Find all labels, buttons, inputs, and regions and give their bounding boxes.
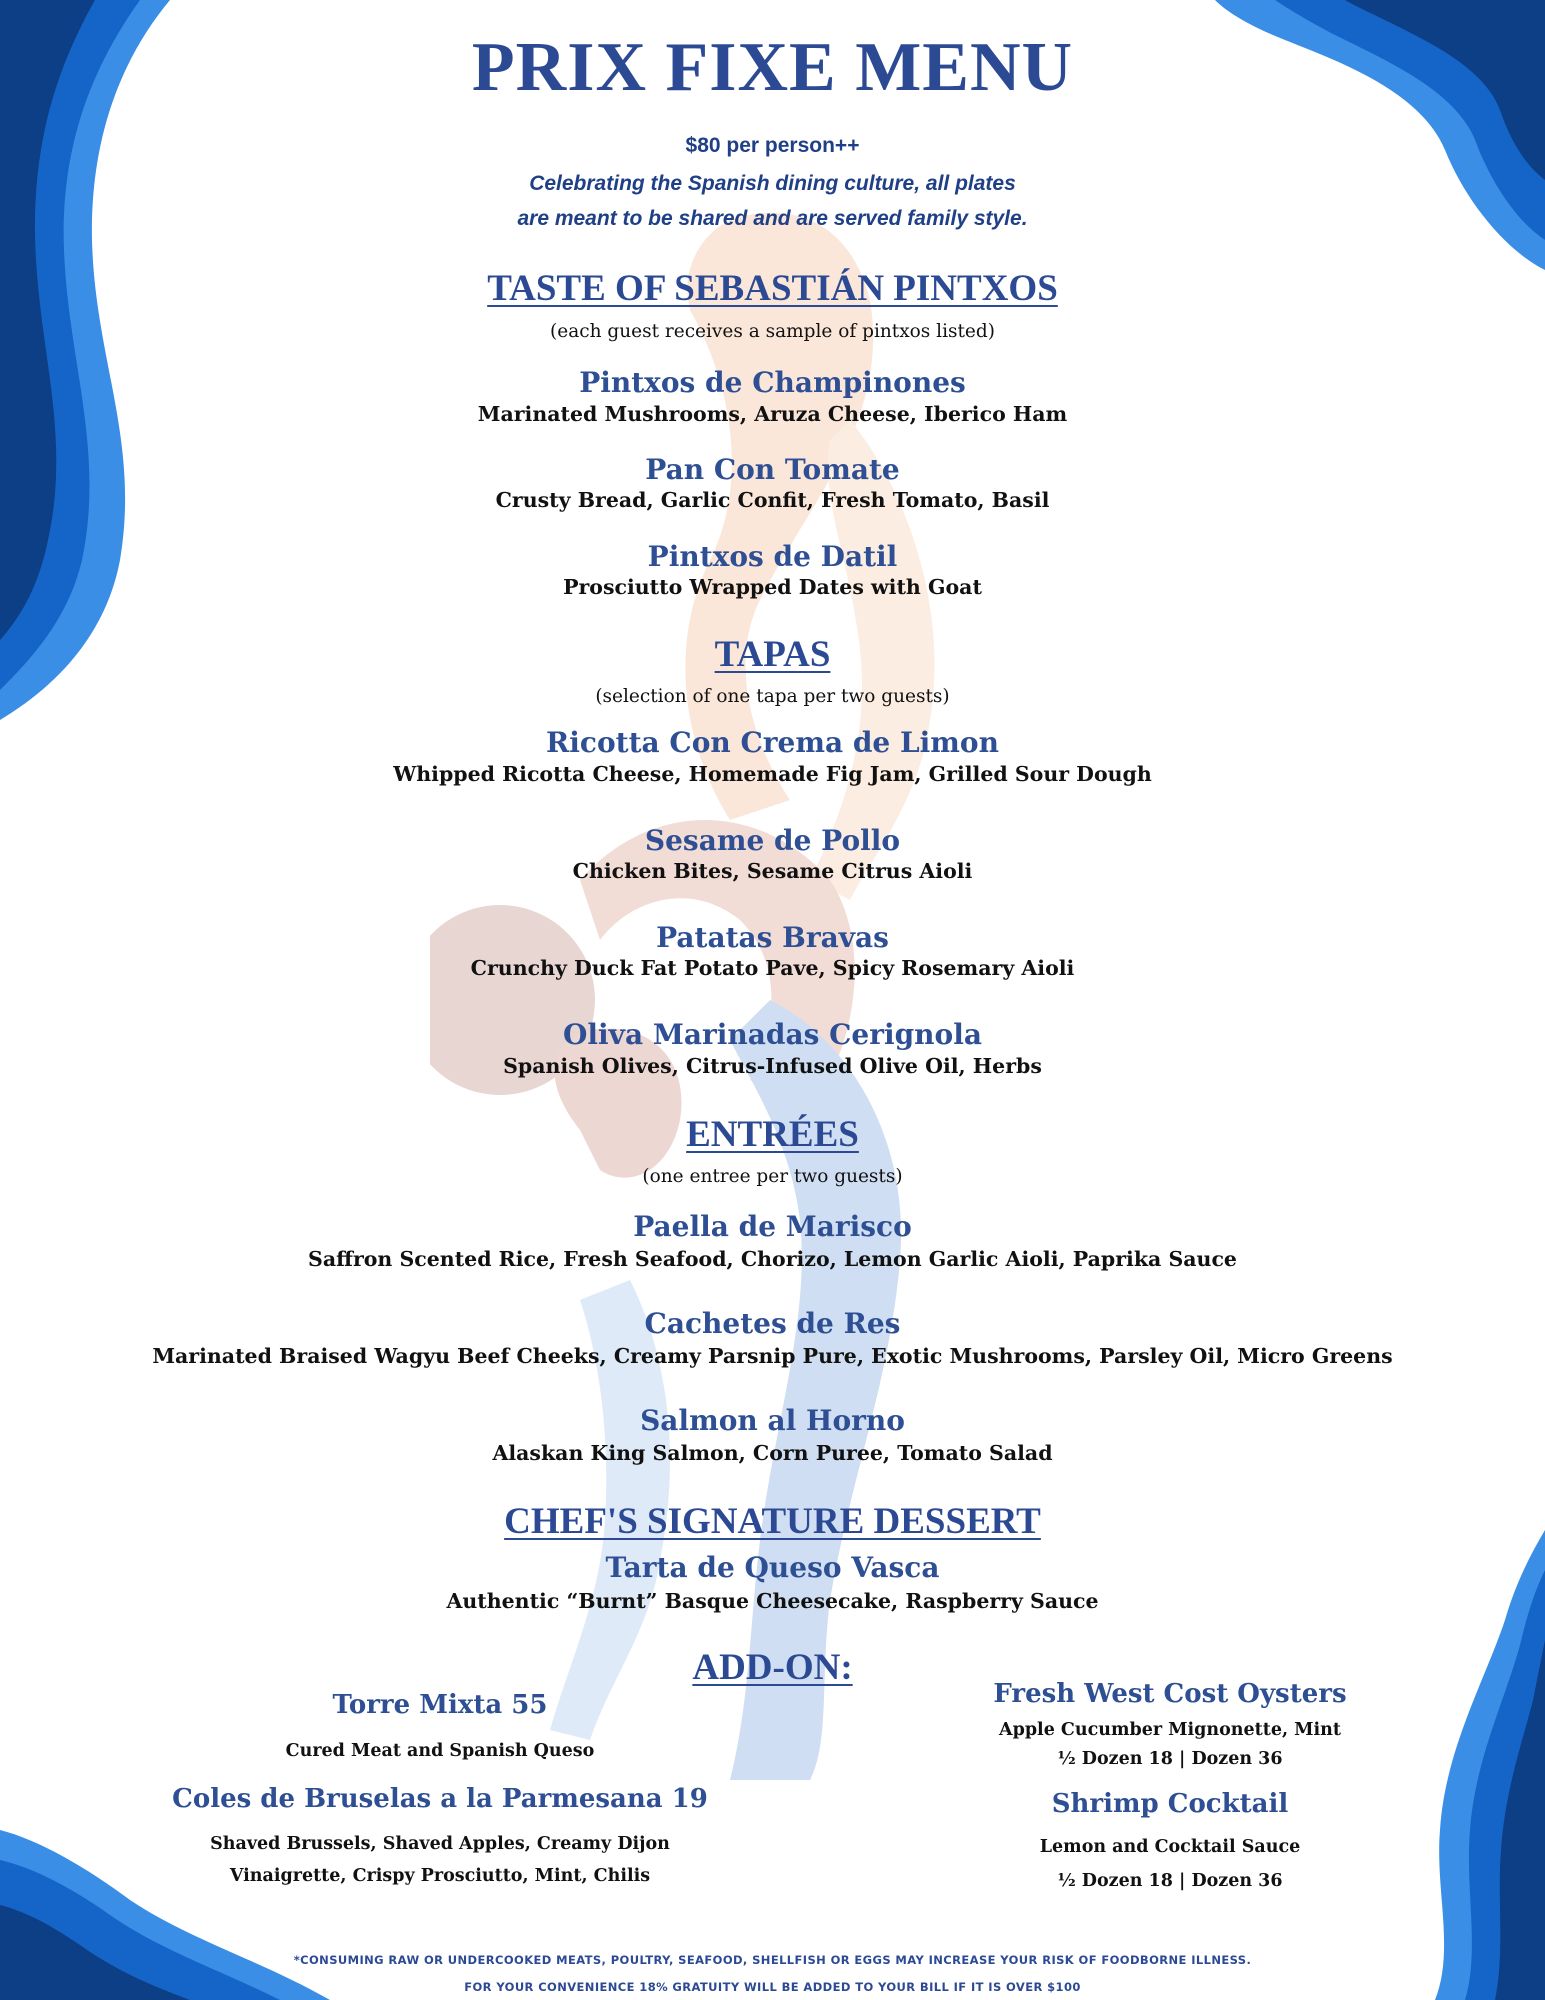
addon-price: ½ Dozen 18 | Dozen 36 (1057, 1749, 1283, 1769)
addon-name: Shrimp Cocktail (1051, 1789, 1289, 1819)
dish-description: Saffron Scented Rice, Fresh Seafood, Chorizo, Lemon Garlic Aioli, Paprika Sauce (308, 1247, 1237, 1271)
dish-name: Sesame de Pollo (644, 824, 901, 857)
gratuity-notice: FOR YOUR CONVENIENCE 18% GRATUITY WILL BE ADDED TO YOUR BILL IF IT IS OVER $100 (464, 1980, 1081, 1994)
dish-name: Paella de Marisco (633, 1210, 912, 1243)
dish-name: Pintxos de Datil (647, 540, 898, 573)
addon-description: Cured Meat and Spanish Queso (285, 1741, 595, 1761)
pintxos-note: (each guest receives a sample of pintxos listed) (550, 321, 995, 342)
addon-description: Lemon and Cocktail Sauce (1039, 1837, 1301, 1857)
tagline-line-1: Celebrating the Spanish dining culture, all plates (529, 172, 1016, 195)
menu-title: PRIX FIXE MENU (471, 29, 1074, 106)
tagline-line-2: are meant to be shared and are served family style. (517, 207, 1028, 230)
dish-description: Alaskan King Salmon, Corn Puree, Tomato Salad (492, 1441, 1053, 1465)
tapas-note: (selection of one tapa per two guests) (595, 686, 950, 707)
dish-description: Prosciutto Wrapped Dates with Goat (563, 575, 982, 599)
addon-description: Vinaigrette, Crispy Prosciutto, Mint, Chilis (229, 1866, 651, 1886)
dish-description: Whipped Ricotta Cheese, Homemade Fig Jam, Grilled Sour Dough (393, 762, 1152, 786)
food-safety-warning: *CONSUMING RAW OR UNDERCOOKED MEATS, POULTRY, SEAFOOD, SHELLFISH OR EGGS MAY INCREASE YOUR RISK OF FOODBORNE ILLNESS. (293, 1953, 1252, 1967)
dish-name: Pan Con Tomate (645, 453, 900, 486)
section-heading-pintxos: TASTE OF SEBASTIÁN PINTXOS (487, 268, 1058, 309)
addon-name: Coles de Bruselas a la Parmesana 19 (172, 1784, 708, 1814)
entrees-note: (one entree per two guests) (642, 1166, 903, 1187)
dish-description: Marinated Mushrooms, Aruza Cheese, Iberico Ham (477, 402, 1068, 426)
addon-name: Fresh West Cost Oysters (993, 1679, 1347, 1709)
addon-price: ½ Dozen 18 | Dozen 36 (1057, 1871, 1283, 1891)
dish-name: Ricotta Con Crema de Limon (546, 726, 999, 759)
dish-name: Cachetes de Res (644, 1307, 901, 1340)
dish-name: Pintxos de Champinones (579, 366, 966, 399)
dish-name: Patatas Bravas (656, 921, 889, 954)
dish-name: Tarta de Queso Vasca (605, 1551, 940, 1584)
section-heading-addons: ADD-ON: (692, 1647, 853, 1688)
dish-description: Spanish Olives, Citrus-Infused Olive Oil, Herbs (503, 1054, 1042, 1078)
price-per-person: $80 per person++ (685, 134, 860, 157)
addon-name: Torre Mixta 55 (332, 1690, 548, 1720)
addon-description: Apple Cucumber Mignonette, Mint (999, 1720, 1341, 1740)
section-heading-tapas: TAPAS (714, 634, 831, 675)
dish-name: Oliva Marinadas Cerignola (563, 1018, 982, 1051)
dish-description: Marinated Braised Wagyu Beef Cheeks, Creamy Parsnip Pure, Exotic Mushrooms, Parsley Oil, Micro Greens (152, 1344, 1393, 1368)
addon-description: Shaved Brussels, Shaved Apples, Creamy Dijon (210, 1834, 670, 1854)
dish-description: Chicken Bites, Sesame Citrus Aioli (572, 859, 973, 883)
section-heading-dessert: CHEF'S SIGNATURE DESSERT (504, 1501, 1041, 1542)
dish-description: Authentic “Burnt” Basque Cheesecake, Raspberry Sauce (446, 1589, 1099, 1613)
dish-description: Crunchy Duck Fat Potato Pave, Spicy Rosemary Aioli (470, 956, 1075, 980)
dish-description: Crusty Bread, Garlic Confit, Fresh Tomato, Basil (495, 488, 1050, 512)
section-heading-entrees: ENTRÉES (686, 1114, 859, 1155)
dish-name: Salmon al Horno (640, 1404, 905, 1437)
